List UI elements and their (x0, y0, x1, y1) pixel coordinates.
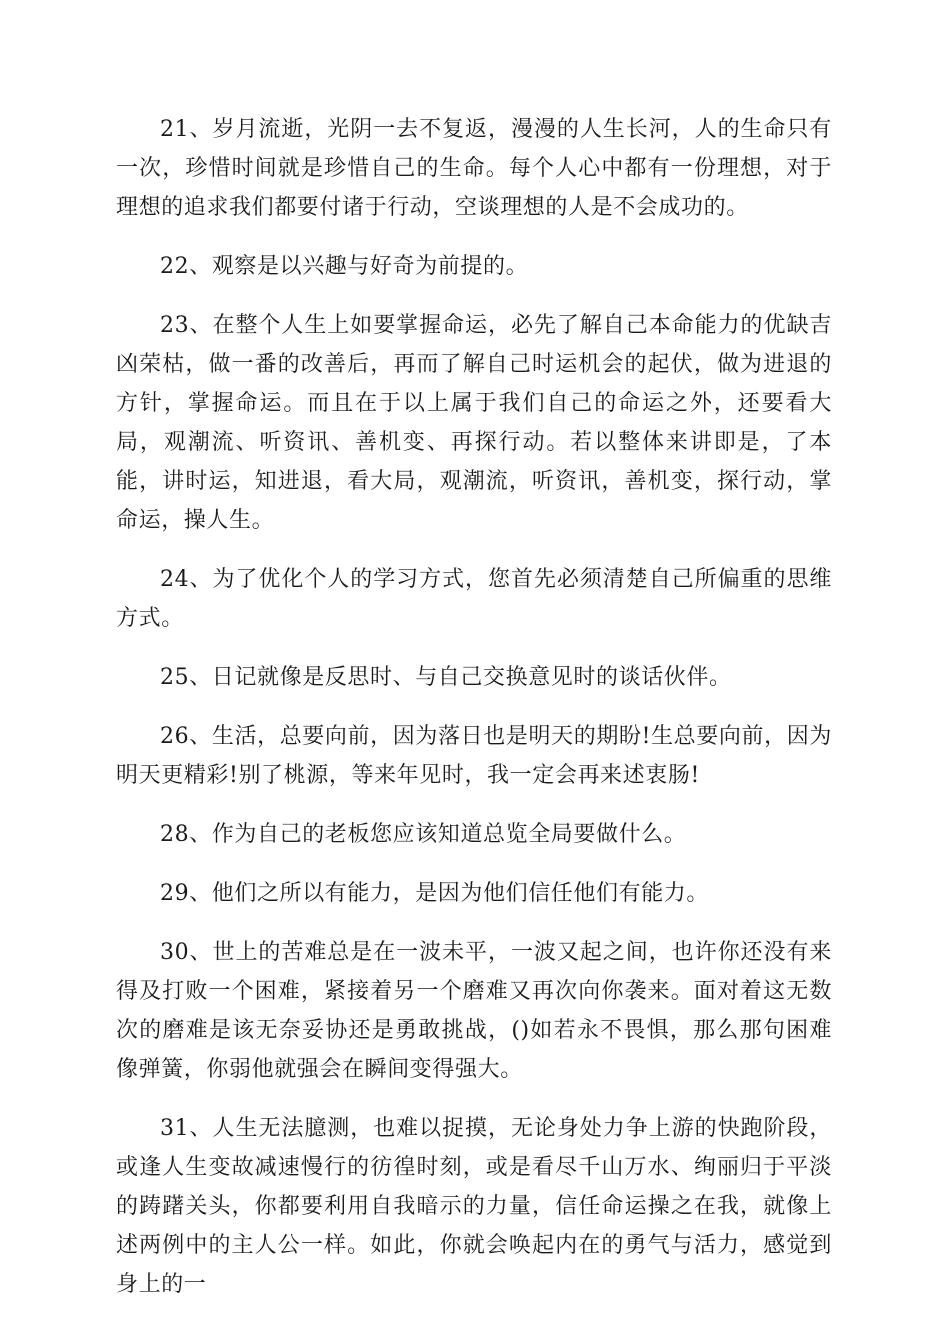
paragraph-22: 22、观察是以兴趣与好奇为前提的。 (160, 254, 529, 279)
paragraph-25: 25、日记就像是反思时、与自己交换意见时的谈话伙伴。 (160, 665, 732, 690)
paragraph-24: 24、为了优化个人的学习方式，您首先必须清楚自己所偏重的思维方式。 (116, 567, 832, 631)
paragraph-28: 28、作为自己的老板您应该知道总览全局要做什么。 (160, 822, 687, 847)
paragraph-31: 31、人生无法臆测，也难以捉摸，无论身处力争上游的快跑阶段，或逢人生变故减速慢行的彷徨时刻，或是看尽千山万水、绚丽归于平淡的踌躇关头，你都要利用自我暗示的力量，信任命运操之在我，就像上述两例中的主人公一样。如此，你就会唤起内在的勇气与活力，感觉到身上的一 (116, 1116, 832, 1297)
paragraph-30: 30、世上的苦难总是在一波未平，一波又起之间，也许你还没有来得及打败一个困难，紧接着另一个磨难又再次向你袭来。面对着这无数次的磨难是该无奈妥协还是勇敢挑战，()如若永不畏惧，那么那句困难像弹簧，你弱他就强会在瞬间变得强大。 (116, 940, 832, 1082)
paragraph-21: 21、岁月流逝，光阴一去不复返，漫漫的人生长河，人的生命只有一次，珍惜时间就是珍惜自己的生命。每个人心中都有一份理想，对于理想的追求我们都要付诸于行动，空谈理想的人是不会成功的。 (116, 117, 832, 220)
paragraph-29: 29、他们之所以有能力，是因为他们信任他们有能力。 (160, 881, 709, 906)
document-body (116, 110, 832, 1324)
paragraph-23: 23、在整个人生上如要掌握命运，必先了解自己本命能力的优缺吉凶荣枯，做一番的改善后，再而了解自己时运机会的起伏，做为进退的方针，掌握命运。而且在于以上属于我们自己的命运之外，还要看大局，观潮流、听资讯、善机变、再探行动。若以整体来讲即是，了本能，讲时运，知进退，看大局，观潮流，听资讯，善机变，探行动，掌命运，操人生。 (116, 313, 832, 533)
paragraph-26: 26、生活，总要向前，因为落日也是明天的期盼!生总要向前，因为明天更精彩!别了桃源，等来年见时，我一定会再来述衷肠! (116, 724, 832, 788)
